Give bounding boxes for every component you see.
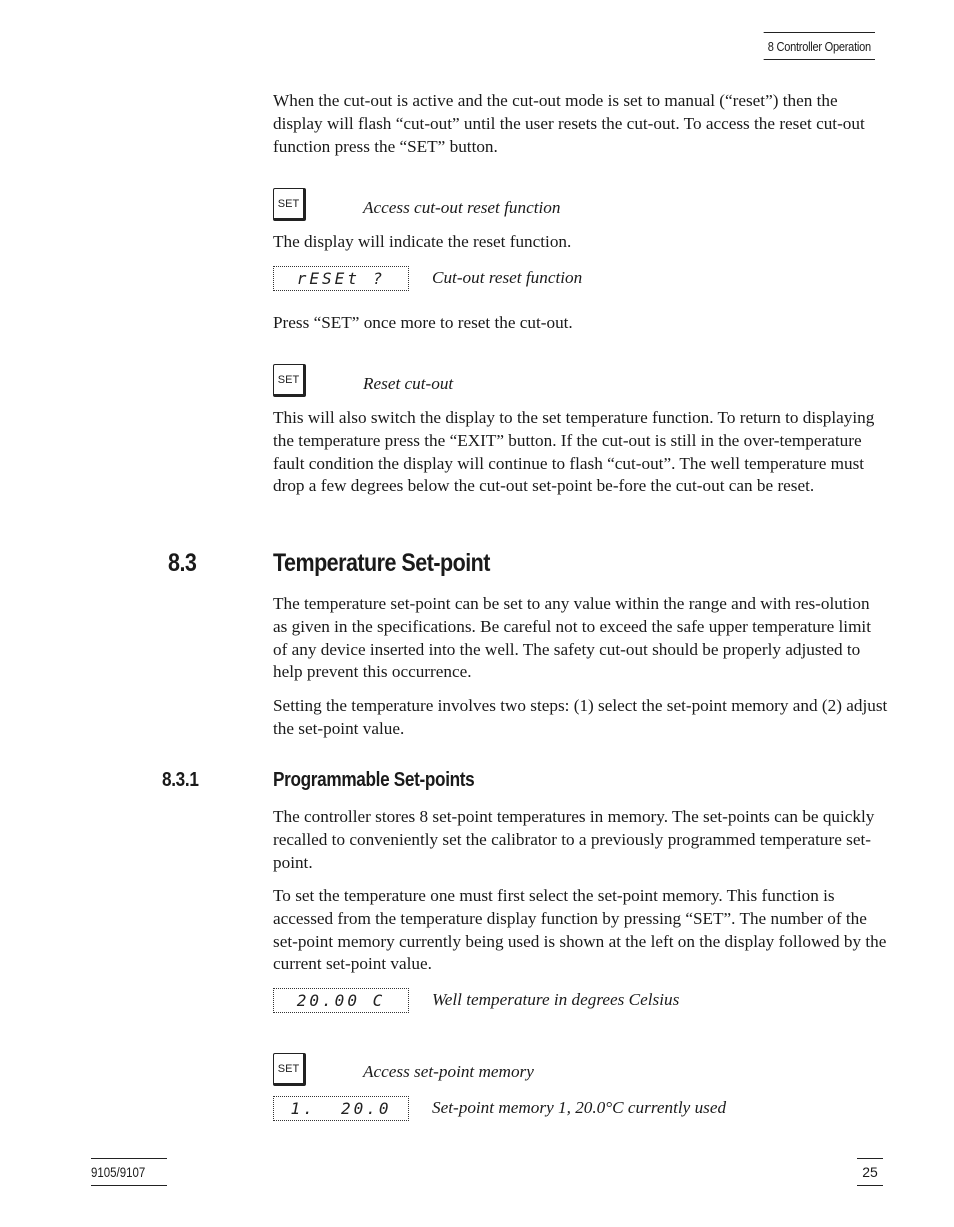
- set-button-icon: SET: [273, 188, 306, 221]
- section-title-8-3: Temperature Set-point: [273, 549, 490, 577]
- display-caption-temperature: Well temperature in degrees Celsius: [432, 990, 680, 1009]
- paragraph-press-set: Press “SET” once more to reset the cut-out.: [273, 313, 573, 332]
- display-caption-setpoint-memory: Set-point memory 1, 20.0°C currently used: [432, 1098, 727, 1117]
- lcd-display-temperature: 20.00 C: [273, 988, 409, 1013]
- step-caption-reset-cutout: Reset cut-out: [363, 374, 454, 393]
- set-button-icon: SET: [273, 1053, 306, 1086]
- section-number-8-3: 8.3: [168, 549, 197, 577]
- paragraph-setpoint-range: The temperature set-point can be set to any value within the range and with res-olution as given in the specifications. Be careful not to exceed the safe upper temperature limit of any device inserted into the well. The safety cut-out should be properly adjusted to help prevent this occurrence.: [273, 594, 871, 682]
- footer-model-number: [91, 1158, 167, 1186]
- step-caption-access-memory: Access set-point memory: [363, 1062, 534, 1081]
- paragraph-display-reset: The display will indicate the reset function.: [273, 232, 572, 251]
- paragraph-switch-display: This will also switch the display to the set temperature function. To return to displaying the temperature press the “EXIT” button. If the cut-out is still in the over-temperature fault condition the display will continue to flash “cut-out”. The well temperature must drop a few degrees below the cut-out set-point be-fore the cut-out can be reset.: [273, 408, 875, 496]
- lcd-display-setpoint-memory: 1. 20.0: [273, 1096, 409, 1121]
- footer-page-number: 25: [857, 1158, 883, 1186]
- running-header-section: 8 Controller Operation: [764, 32, 875, 60]
- step-caption-access-reset: Access cut-out reset function: [363, 198, 561, 217]
- lcd-display-reset: rESEt ?: [273, 266, 409, 291]
- paragraph-select-memory: To set the temperature one must first select the set-point memory. This function is accessed from the temperature display function by pressing “SET”. The number of the set-point memory currently being used is shown at the left on the display followed by the current set-point value.: [273, 886, 887, 974]
- paragraph-two-steps: Setting the temperature involves two steps: (1) select the set-point memory and (2) adjust the set-point value.: [273, 696, 888, 738]
- section-title-8-3-1: Programmable Set-points: [273, 769, 475, 791]
- set-button-icon: SET: [273, 364, 306, 397]
- paragraph-stores-setpoints: The controller stores 8 set-point temperatures in memory. The set-points can be quickly recalled to conveniently set the calibrator to a previously programmed temperature set-point.: [273, 807, 875, 872]
- footer-model-text: 9105/9107: [91, 1164, 146, 1180]
- display-caption-reset: Cut-out reset function: [432, 268, 583, 287]
- paragraph-cutout-intro: When the cut-out is active and the cut-out mode is set to manual (“reset”) then the display will flash “cut-out” until the user resets the cut-out. To access the reset cut-out function press the “SET” button.: [273, 91, 865, 156]
- section-number-8-3-1: 8.3.1: [162, 769, 199, 791]
